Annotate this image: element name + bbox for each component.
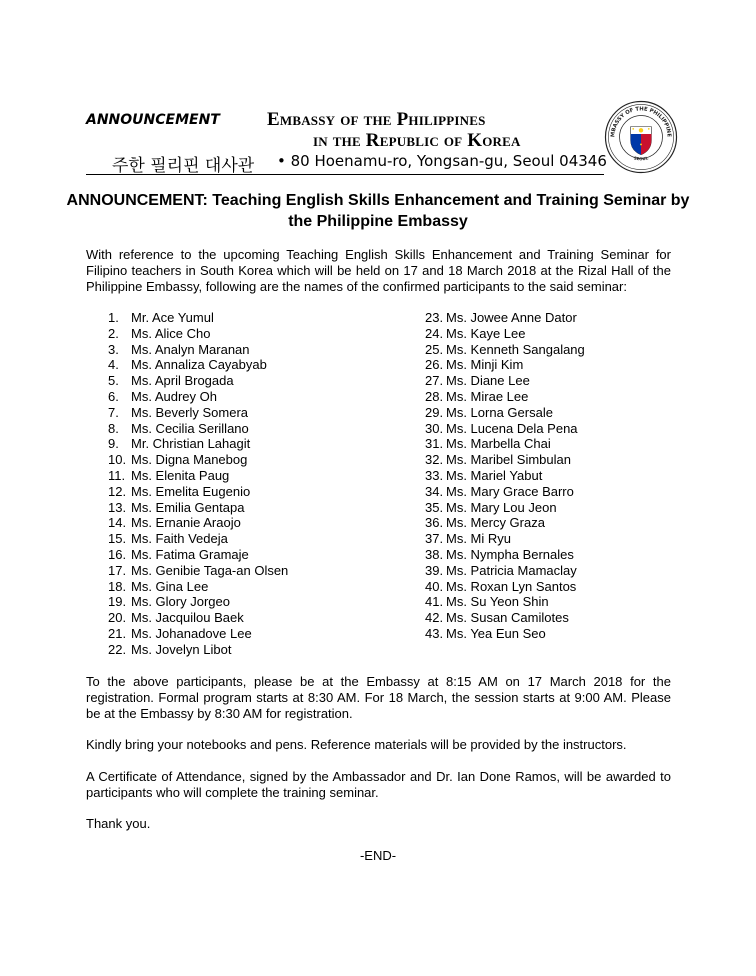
- participant-item: [108, 436, 288, 452]
- participant-number: 1.: [108, 310, 119, 325]
- participant-name: Ms. Su Yeon Shin: [446, 594, 549, 610]
- participant-name: Ms. Lucena Dela Pena: [446, 420, 578, 436]
- participant-number: 38.: [425, 546, 444, 562]
- participant-number: 27.: [425, 373, 444, 389]
- participant-name: Ms. Glory Jorgeo: [131, 594, 230, 610]
- participant-number: 12.: [108, 483, 127, 499]
- participants-list-column-1: [108, 310, 288, 658]
- participant-number: 14.: [108, 515, 127, 531]
- participant-number: 5.: [108, 373, 119, 389]
- participant-item: [108, 594, 288, 610]
- participant-name: Ms. Nympha Bernales: [446, 546, 574, 562]
- participant-item: [108, 500, 288, 516]
- participant-name: Mr. Christian Lahagit: [131, 436, 251, 452]
- participant-number: 23.: [425, 310, 444, 325]
- participant-name: Ms. Mi Ryu: [446, 531, 511, 547]
- seal-ring-text: MBASSY OF THE PHILIPPINE: [610, 106, 672, 138]
- participant-number: 10.: [108, 452, 127, 468]
- participant-name: Ms. Analyn Maranan: [131, 341, 250, 357]
- participant-item: [108, 547, 288, 563]
- participant-number: 32.: [425, 452, 444, 468]
- embassy-korean-name: 주한 필리핀 대사관: [112, 156, 255, 176]
- participant-number: 4.: [108, 357, 119, 373]
- participant-item: [425, 405, 585, 421]
- participant-name: Ms. Johanadove Lee: [131, 625, 252, 641]
- closing-thanks: Thank you.: [86, 816, 151, 831]
- page-title: ANNOUNCEMENT: Teaching English Skills Enhancement and Training Seminar by the Philippine Embassy: [66, 192, 690, 230]
- participant-number: 22.: [108, 641, 127, 657]
- certificate-paragraph: A Certificate of Attendance, signed by the Ambassador and Dr. Ian Done Ramos, will be awarded to participants who will complete the training seminar.: [86, 769, 671, 800]
- participant-name: Ms. Lorna Gersale: [446, 404, 553, 420]
- participant-item: [425, 468, 585, 484]
- embassy-seal-icon: [604, 100, 678, 174]
- participant-item: [108, 421, 288, 437]
- participant-item: [108, 357, 288, 373]
- participant-name: Ms. Annaliza Cayabyab: [131, 357, 267, 373]
- participant-number: 26.: [425, 357, 444, 373]
- participant-item: [108, 515, 288, 531]
- participant-name: Ms. Kenneth Sangalang: [446, 341, 585, 357]
- participant-number: 16.: [108, 546, 127, 562]
- participant-item: [425, 452, 585, 468]
- participant-name: Ms. Kaye Lee: [446, 325, 526, 341]
- participant-item: [108, 468, 288, 484]
- participant-item: [108, 342, 288, 358]
- participant-item: [108, 563, 288, 579]
- participant-name: Ms. Jowee Anne Dator: [446, 310, 577, 325]
- participant-number: 28.: [425, 388, 444, 404]
- participant-name: Ms. Mirae Lee: [446, 388, 529, 404]
- participant-name: Ms. Yea Eun Seo: [446, 625, 546, 641]
- participant-name: Ms. Ernanie Araojo: [131, 515, 241, 531]
- participant-number: 2.: [108, 325, 119, 341]
- participant-item: [425, 342, 585, 358]
- participant-name: Ms. Emilia Gentapa: [131, 499, 245, 515]
- participant-name: Ms. Mary Grace Barro: [446, 483, 574, 499]
- participant-name: Ms. April Brogada: [131, 373, 234, 389]
- participant-item: [108, 326, 288, 342]
- participant-number: 7.: [108, 404, 119, 420]
- participant-number: 42.: [425, 610, 444, 626]
- participant-item: [425, 484, 585, 500]
- participant-item: [425, 389, 585, 405]
- participant-item: [108, 531, 288, 547]
- participant-item: [425, 436, 585, 452]
- participant-name: Ms. Elenita Paug: [131, 467, 230, 483]
- participant-item: [425, 357, 585, 373]
- participant-item: [108, 642, 288, 658]
- participant-name: Ms. Maribel Simbulan: [446, 452, 571, 468]
- participant-number: 20.: [108, 610, 127, 626]
- participant-number: 9.: [108, 436, 119, 452]
- participant-name: Ms. Alice Cho: [131, 325, 211, 341]
- participant-name: Ms. Genibie Taga-an Olsen: [131, 562, 289, 578]
- participant-number: 21.: [108, 625, 127, 641]
- announcement-label: ANNOUNCEMENT: [86, 112, 220, 128]
- participant-name: Ms. Faith Vedeja: [131, 531, 228, 547]
- participant-item: [108, 484, 288, 500]
- participant-name: Ms. Mercy Graza: [446, 515, 545, 531]
- materials-paragraph: Kindly bring your notebooks and pens. Reference materials will be provided by the instructors.: [86, 737, 627, 752]
- participant-name: Ms. Emelita Eugenio: [131, 483, 251, 499]
- participant-item: [108, 310, 288, 326]
- participant-item: [425, 500, 585, 516]
- participant-number: 43.: [425, 625, 444, 641]
- participant-name: Ms. Susan Camilotes: [446, 610, 569, 626]
- participant-item: [108, 452, 288, 468]
- participant-name: Ms. Patricia Mamaclay: [446, 562, 577, 578]
- participant-name: Ms. Mariel Yabut: [446, 467, 543, 483]
- participant-item: [108, 373, 288, 389]
- end-mark: -END-: [359, 848, 397, 863]
- participant-number: 18.: [108, 578, 127, 594]
- participant-item: [425, 421, 585, 437]
- embassy-name-line2: in the Republic of Korea: [313, 130, 521, 151]
- participant-number: 15.: [108, 531, 127, 547]
- participant-name: Ms. Fatima Gramaje: [131, 546, 249, 562]
- participant-name: Ms. Jacquilou Baek: [131, 610, 244, 626]
- header-divider: [86, 174, 604, 175]
- participant-name: Mr. Ace Yumul: [131, 310, 214, 325]
- participant-item: [425, 310, 585, 326]
- participant-number: 8.: [108, 420, 119, 436]
- participant-number: 24.: [425, 325, 444, 341]
- participant-item: [108, 405, 288, 421]
- participant-name: Ms. Roxan Lyn Santos: [446, 578, 577, 594]
- participants-list-column-2: [425, 310, 585, 642]
- participant-item: [425, 531, 585, 547]
- participant-name: Ms. Marbella Chai: [446, 436, 551, 452]
- participant-item: [425, 594, 585, 610]
- participant-name: Ms. Digna Manebog: [131, 452, 248, 468]
- participant-item: [425, 547, 585, 563]
- participant-name: Ms. Audrey Oh: [131, 388, 217, 404]
- participant-number: 3.: [108, 341, 119, 357]
- participant-number: 11.: [108, 467, 126, 483]
- participant-name: Ms. Gina Lee: [131, 578, 209, 594]
- participant-number: 19.: [108, 594, 127, 610]
- participant-item: [425, 610, 585, 626]
- participant-number: 37.: [425, 531, 444, 547]
- participant-number: 30.: [425, 420, 444, 436]
- participant-number: 36.: [425, 515, 444, 531]
- participant-name: Ms. Mary Lou Jeon: [446, 499, 557, 515]
- participant-number: 41.: [425, 594, 444, 610]
- participant-item: [108, 389, 288, 405]
- participant-name: Ms. Diane Lee: [446, 373, 530, 389]
- participant-number: 40.: [425, 578, 444, 594]
- participant-item: [108, 610, 288, 626]
- participant-name: Ms. Minji Kim: [446, 357, 524, 373]
- participant-number: 13.: [108, 499, 127, 515]
- seal-bottom-text: SEOUL: [633, 155, 649, 162]
- participant-name: Ms. Jovelyn Libot: [131, 641, 232, 657]
- participant-number: 34.: [425, 483, 444, 499]
- participant-number: 25.: [425, 341, 444, 357]
- participant-name: Ms. Beverly Somera: [131, 404, 249, 420]
- participant-item: [425, 563, 585, 579]
- participant-number: 33.: [425, 467, 444, 483]
- embassy-name-line1: Embassy of the Philippines: [267, 109, 486, 130]
- participant-number: 29.: [425, 404, 444, 420]
- participant-item: [425, 515, 585, 531]
- participant-number: 35.: [425, 499, 444, 515]
- participant-item: [425, 579, 585, 595]
- registration-paragraph: To the above participants, please be at the Embassy at 8:15 AM on 17 March 2018 for the registration. Formal program starts at 8:30 AM. For 18 March, the session starts at 9:00 AM. Please be at the Embassy by 8:30 AM for registration.: [86, 674, 671, 721]
- participant-number: 31.: [425, 436, 444, 452]
- participant-item: [108, 579, 288, 595]
- participant-item: [425, 626, 585, 642]
- embassy-address: • 80 Hoenamu-ro, Yongsan-gu, Seoul 04346: [277, 152, 607, 170]
- participant-number: 39.: [425, 562, 444, 578]
- intro-paragraph: With reference to the upcoming Teaching English Skills Enhancement and Training Seminar for Filipino teachers in South Korea which will be held on 17 and 18 March 2018 at the Rizal Hall of the Philippine Embassy, following are the names of the confirmed participants to the said seminar:: [86, 247, 671, 294]
- participant-item: [425, 373, 585, 389]
- participant-item: [108, 626, 288, 642]
- participant-item: [425, 326, 585, 342]
- participant-name: Ms. Cecilia Serillano: [131, 420, 249, 436]
- participant-number: 6.: [108, 388, 119, 404]
- participant-number: 17.: [108, 562, 127, 578]
